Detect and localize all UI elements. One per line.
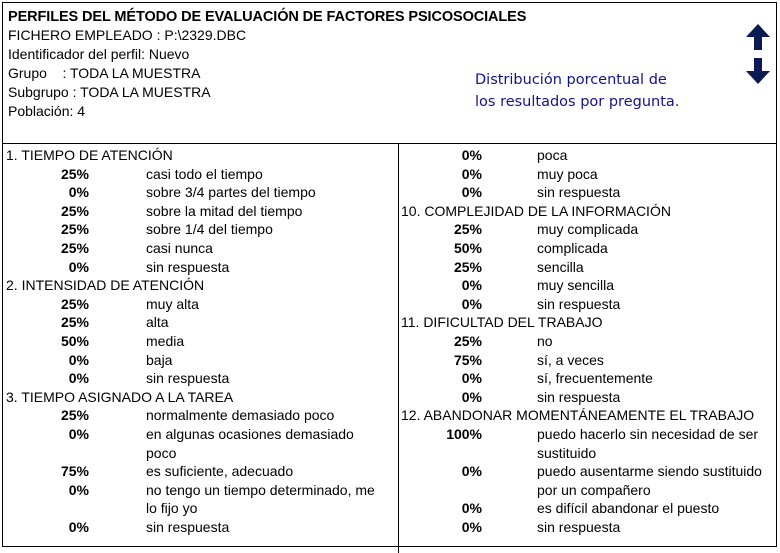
answer-label: sin respuesta — [537, 518, 621, 535]
answer-percentage: 0% — [461, 295, 482, 312]
answer-label: sencilla — [537, 258, 584, 275]
answer-continuation — [5, 444, 397, 463]
answer-row — [5, 165, 397, 184]
arrow-up-icon[interactable] — [745, 23, 771, 51]
answer-percentage: 25% — [60, 202, 89, 219]
answer-percentage: 0% — [461, 147, 482, 163]
answer-label: poco — [146, 444, 177, 461]
report-header — [3, 3, 776, 144]
answer-label: lo fijo yo — [146, 500, 198, 517]
question-heading — [400, 313, 776, 332]
answer-label: es difícil abandonar el puesto — [537, 500, 720, 517]
description-line-2: los resultados por pregunta. — [475, 94, 680, 110]
answer-row — [400, 518, 776, 537]
answer-percentage: 50% — [60, 332, 89, 349]
answer-continuation — [400, 444, 776, 463]
answer-percentage: 0% — [461, 388, 482, 405]
question-title: 3. TIEMPO ASIGNADO A LA TAREA — [6, 388, 234, 405]
answer-row — [5, 369, 397, 388]
question-title: 12. ABANDONAR MOMENTÁNEAMENTE EL TRABAJO — [401, 407, 755, 424]
answer-row — [5, 183, 397, 202]
answer-percentage: 25% — [60, 239, 89, 256]
answer-percentage: 25% — [60, 314, 89, 331]
answer-percentage: 25% — [60, 407, 89, 424]
answer-row — [5, 313, 397, 332]
answer-row — [400, 165, 776, 184]
answer-percentage: 0% — [461, 165, 482, 182]
answer-continuation — [5, 499, 397, 518]
question-title: 11. DIFICULTAD DEL TRABAJO — [401, 314, 603, 331]
answer-row — [5, 220, 397, 239]
answer-label: sin respuesta — [537, 388, 621, 405]
answer-row — [400, 239, 776, 258]
answer-row — [400, 351, 776, 370]
subgroup-line: Subgrupo : TODA LA MUESTRA — [8, 84, 211, 100]
answer-label: sin respuesta — [146, 370, 230, 387]
answer-percentage: 0% — [461, 277, 482, 294]
left-column — [5, 146, 397, 536]
employee-file: FICHERO EMPLEADO : P:\2329.DBC — [8, 27, 247, 43]
answer-row — [400, 258, 776, 277]
answer-label: sustituido — [537, 444, 597, 461]
answer-label: puedo hacerlo sin necesidad de ser — [537, 425, 759, 442]
question-title: 2. INTENSIDAD DE ATENCIÓN — [6, 277, 205, 294]
answer-label: en algunas ocasiones demasiado — [146, 425, 354, 442]
answer-row — [5, 462, 397, 481]
answer-label: sí, a veces — [537, 351, 604, 368]
report-frame — [2, 2, 777, 547]
answer-row — [5, 202, 397, 221]
answer-label: por un compañero — [537, 481, 651, 498]
answer-percentage: 0% — [461, 370, 482, 387]
answer-row — [400, 276, 776, 295]
description-line-1: Distribución porcentual de — [475, 72, 667, 88]
answer-row — [400, 499, 776, 518]
profile-identifier: Identificador del perfil: Nuevo — [8, 46, 190, 62]
question-heading — [5, 146, 397, 165]
answer-label: sobre 1/4 del tiempo — [146, 221, 273, 238]
question-title: 10. COMPLEJIDAD DE LA INFORMACIÓN — [401, 202, 671, 219]
answer-percentage: 25% — [453, 258, 482, 275]
answer-row — [400, 369, 776, 388]
answer-row — [5, 518, 397, 537]
answer-percentage: 0% — [461, 500, 482, 517]
group-line: Grupo : TODA LA MUESTRA — [8, 65, 201, 81]
answer-percentage: 0% — [68, 184, 89, 201]
answer-percentage: 0% — [461, 463, 482, 480]
answer-row — [400, 332, 776, 351]
answer-label: sobre la mitad del tiempo — [146, 202, 303, 219]
answer-percentage: 0% — [68, 351, 89, 368]
answer-row — [5, 406, 397, 425]
answer-label: sin respuesta — [146, 258, 230, 275]
answer-percentage: 100% — [446, 425, 482, 442]
answer-label: normalmente demasiado poco — [146, 407, 335, 424]
answer-label: sobre 3/4 partes del tiempo — [146, 184, 316, 201]
answer-row — [5, 481, 397, 500]
answer-label: sin respuesta — [537, 295, 621, 312]
answer-percentage: 25% — [60, 221, 89, 238]
answer-label: sin respuesta — [146, 518, 230, 535]
answer-row — [400, 388, 776, 407]
answer-row — [5, 351, 397, 370]
arrow-down-icon[interactable] — [745, 57, 771, 85]
report-title: PERFILES DEL MÉTODO DE EVALUACIÓN DE FACTORES PSICOSOCIALES — [8, 9, 527, 25]
answer-label: casi nunca — [146, 239, 213, 256]
answer-label: no tengo un tiempo determinado, me — [146, 481, 375, 498]
question-heading — [400, 406, 776, 425]
answer-row — [400, 462, 776, 481]
answer-label: complicada — [537, 239, 608, 256]
answer-percentage: 50% — [453, 239, 482, 256]
answer-row — [5, 239, 397, 258]
answer-label: media — [146, 332, 185, 349]
answer-label: puedo ausentarme siendo sustituido — [537, 463, 762, 480]
answer-percentage: 0% — [68, 370, 89, 387]
answer-label: poca — [537, 147, 568, 163]
answer-label: muy complicada — [537, 221, 639, 238]
answer-label: sin respuesta — [537, 184, 621, 201]
answer-percentage: 25% — [60, 295, 89, 312]
answer-percentage: 25% — [453, 332, 482, 349]
answer-label: muy poca — [537, 165, 598, 182]
question-title: 1. TIEMPO DE ATENCIÓN — [6, 147, 173, 163]
answer-label: no — [537, 332, 553, 349]
answer-label: muy sencilla — [537, 277, 615, 294]
answer-label: alta — [146, 314, 169, 331]
question-heading — [5, 388, 397, 407]
answer-percentage: 0% — [68, 481, 89, 498]
answer-row — [400, 146, 776, 165]
answer-percentage: 0% — [461, 518, 482, 535]
right-column — [400, 146, 776, 536]
question-heading — [5, 276, 397, 295]
answer-row — [400, 425, 776, 444]
answer-row — [5, 425, 397, 444]
answer-label: casi todo el tiempo — [146, 165, 263, 182]
answer-percentage: 0% — [68, 425, 89, 442]
answer-percentage: 0% — [68, 518, 89, 535]
question-heading — [400, 202, 776, 221]
answer-label: es suficiente, adecuado — [146, 463, 294, 480]
answer-label: baja — [146, 351, 173, 368]
answer-percentage: 25% — [453, 221, 482, 238]
answer-percentage: 0% — [461, 184, 482, 201]
answer-row — [400, 295, 776, 314]
answer-row — [400, 183, 776, 202]
answer-row — [400, 220, 776, 239]
column-divider — [398, 143, 399, 553]
answer-label: sí, frecuentemente — [537, 370, 653, 387]
answer-row — [5, 295, 397, 314]
answer-row — [5, 258, 397, 277]
answer-row — [5, 332, 397, 351]
answer-percentage: 25% — [60, 165, 89, 182]
answer-percentage: 75% — [60, 463, 89, 480]
answer-percentage: 75% — [453, 351, 482, 368]
answer-label: muy alta — [146, 295, 199, 312]
answer-percentage: 0% — [68, 258, 89, 275]
answer-continuation — [400, 481, 776, 500]
population-line: Población: 4 — [8, 103, 86, 119]
